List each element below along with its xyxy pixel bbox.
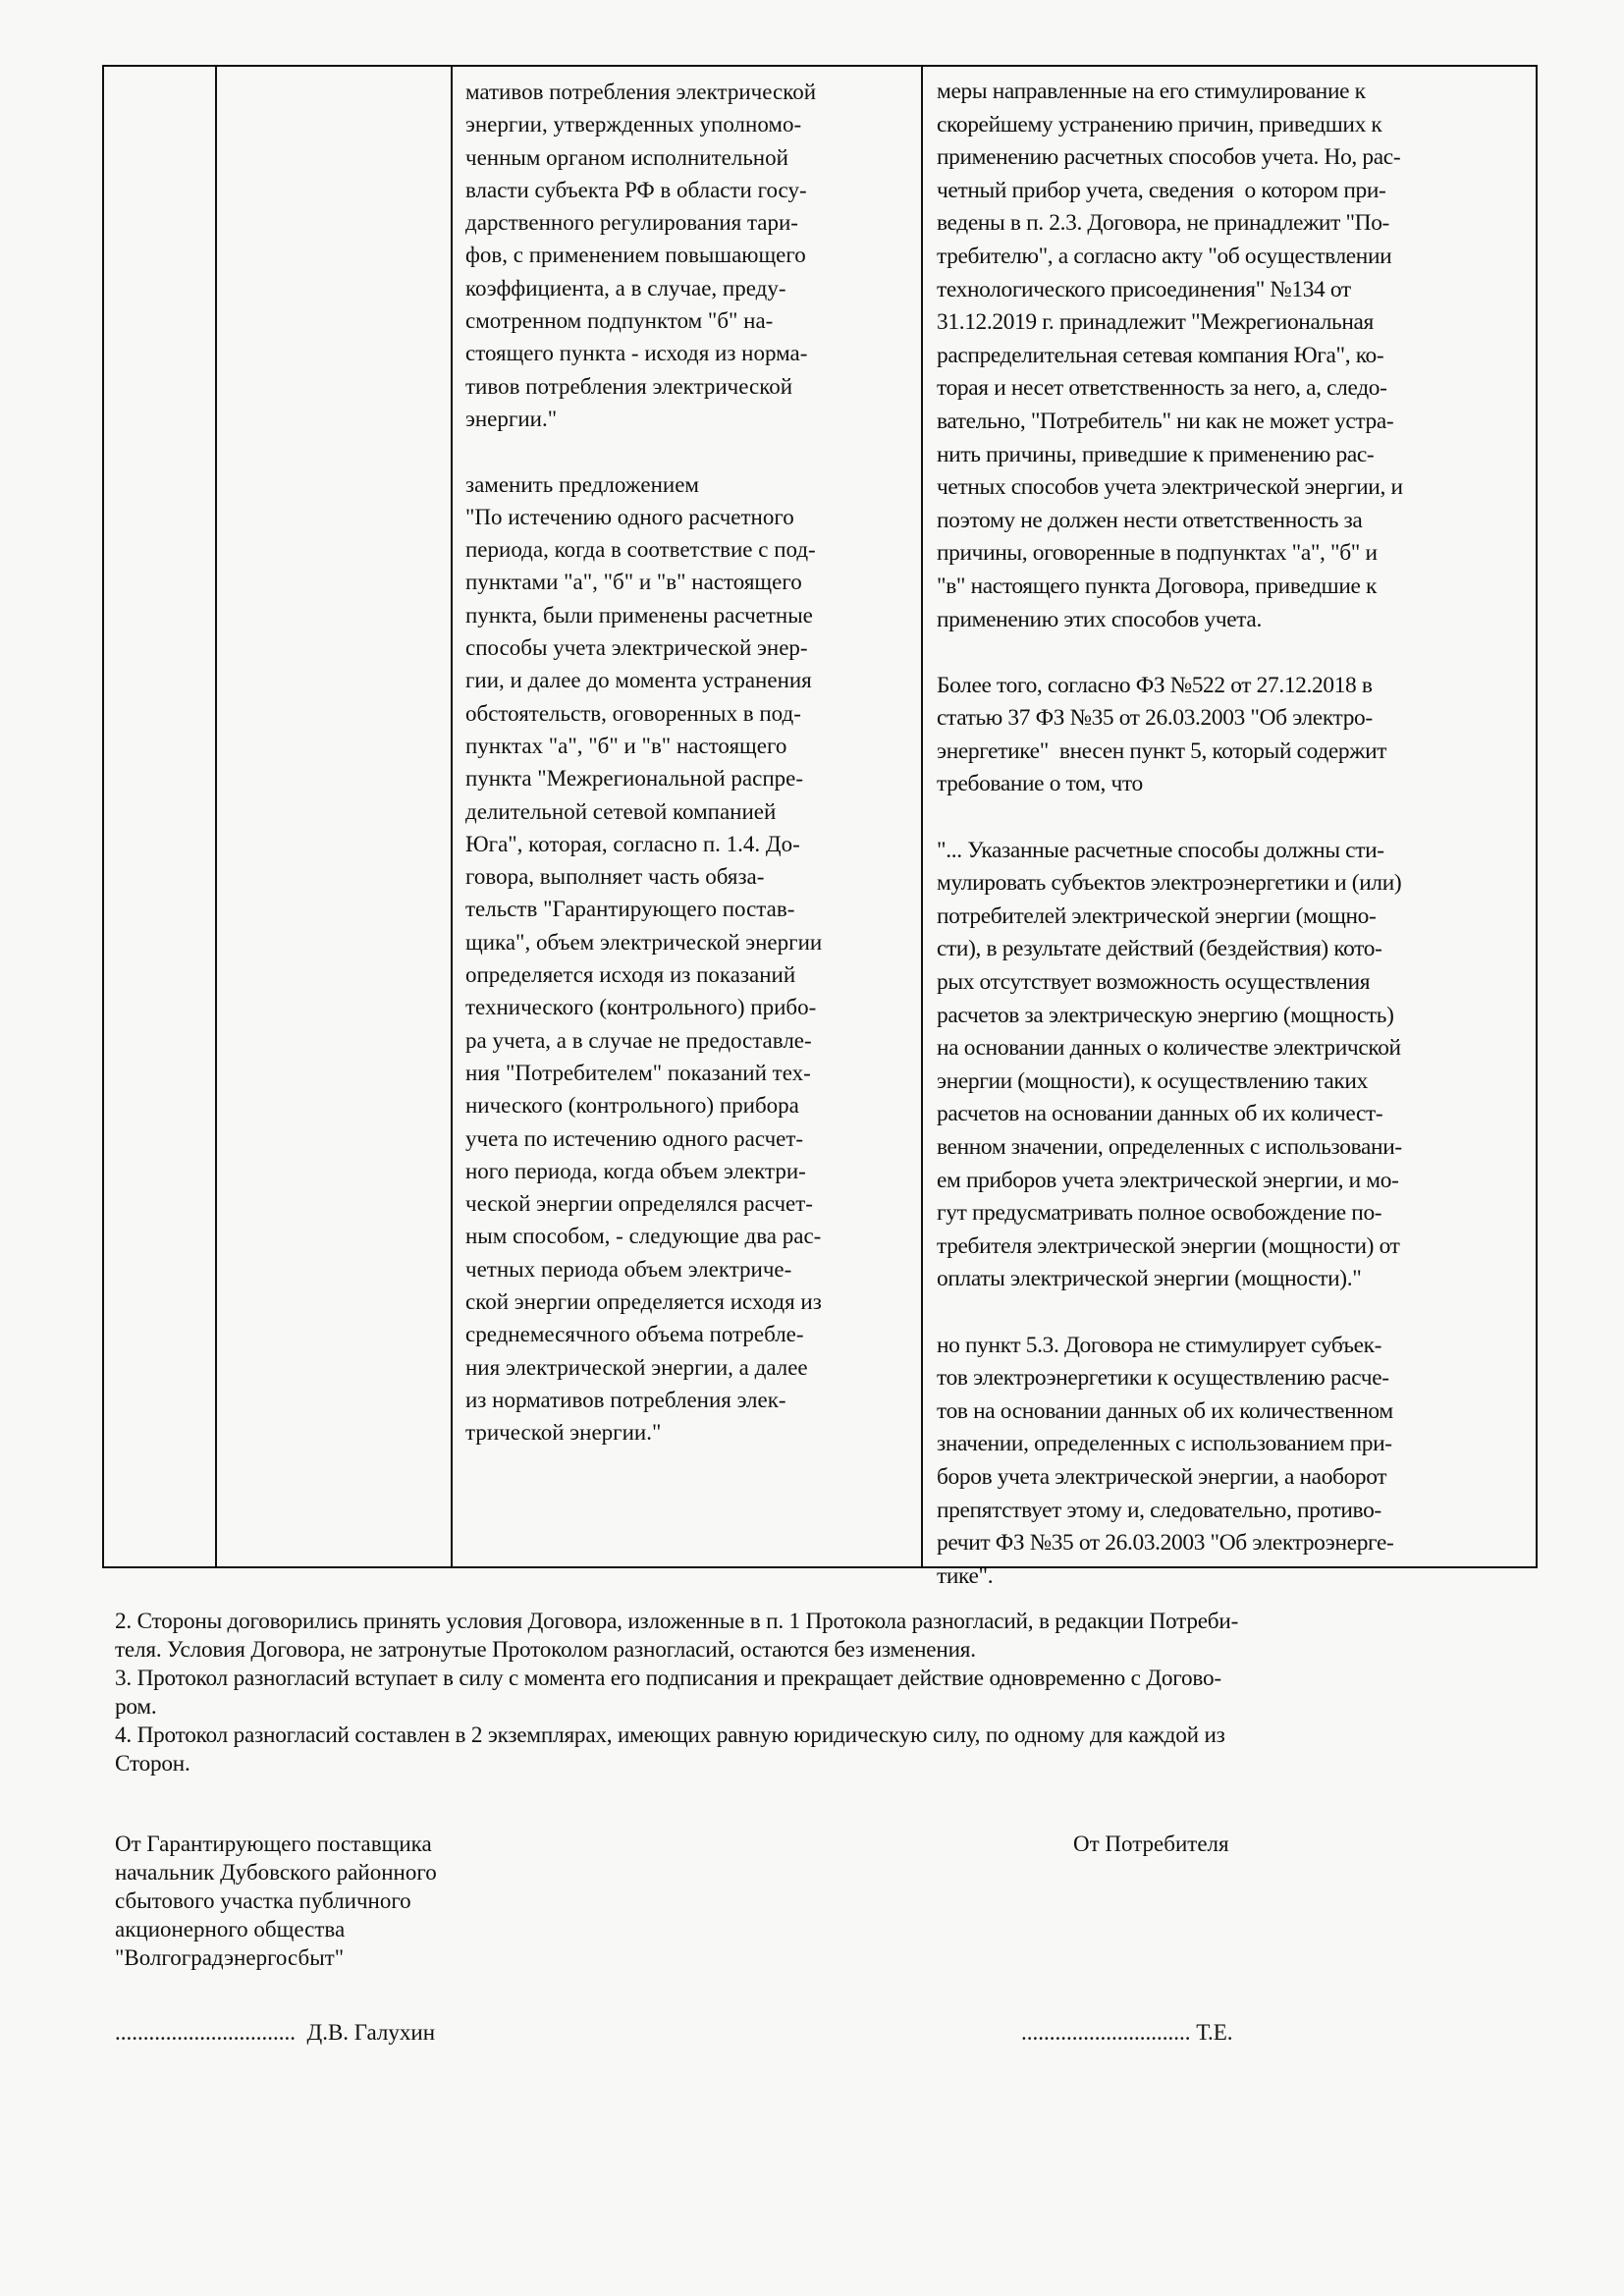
- text-line: расчетов за электрическую энергию (мощность): [937, 1002, 1394, 1028]
- text-line: технического (контрольного) прибо-: [465, 995, 817, 1020]
- disagreement-table: [102, 65, 1538, 1589]
- supplier-signatory-name: Д.В. Галухин: [306, 2020, 436, 2045]
- text-line: четных способов учета электрической энергии, и: [937, 474, 1403, 501]
- text-line: способы учета электрической энер-: [465, 635, 808, 661]
- text-line: теля. Условия Договора, не затронутые Протоколом разногласий, остаются без изменения.: [115, 1637, 976, 1663]
- text-line: поэтому не должен нести ответственность за: [937, 507, 1363, 533]
- text-line: заменить предложением: [465, 471, 699, 497]
- text-line: От Гарантирующего поставщика: [115, 1831, 432, 1856]
- text-line: значении, определенных с использованием при-: [937, 1431, 1392, 1457]
- text-line: акционерного общества: [115, 1917, 346, 1941]
- supplier-signature-line: [115, 2020, 435, 2046]
- text-line: пунктах "а", "б" и "в" настоящего: [465, 733, 787, 758]
- text-line: энергии.": [465, 406, 558, 431]
- text-line: 3. Протокол разногласий вступает в силу с момента его подписания и прекращает действие одновременно с Догово-: [115, 1666, 1221, 1691]
- text-line: нического (контрольного) прибора: [465, 1093, 799, 1119]
- text-line: определяется исходя из показаний: [465, 962, 796, 988]
- text-line: требителя электрической энергии (мощности) от: [937, 1232, 1400, 1259]
- blank-line: [937, 1296, 1526, 1330]
- text-line: Более того, согласно ФЗ №522 от 27.12.2018 в: [937, 672, 1373, 698]
- table-cell-proposed-wording: [465, 67, 917, 1566]
- text-line: распределительная сетевая компания Юга", ко-: [937, 342, 1384, 368]
- text-line: ного периода, когда объем электри-: [465, 1158, 806, 1183]
- text-line: пункта, были применены расчетные: [465, 602, 813, 628]
- table-cell-number: [104, 67, 215, 1566]
- text-line: расчетов на основании данных об их количест-: [937, 1101, 1383, 1127]
- text-line: учета по истечению одного расчет-: [465, 1125, 804, 1151]
- text-line: применению расчетных способов учета. Но, рас-: [937, 144, 1401, 171]
- text-line: пунктами "а", "б" и "в" настоящего: [465, 570, 802, 595]
- text-line: пункта "Межрегиональной распре-: [465, 766, 804, 792]
- text-line: сти), в результате действий (бездействия) кото-: [937, 936, 1382, 962]
- text-line: мативов потребления электрической: [465, 80, 817, 104]
- text-line: власти субъекта РФ в области госу-: [465, 177, 807, 202]
- text-line: требование о том, что: [937, 771, 1143, 797]
- text-line: гут предусматривать полное освобождение по-: [937, 1200, 1382, 1227]
- text-line: ра учета, а в случае не предоставле-: [465, 1027, 812, 1053]
- text-line: меры направленные на его стимулирование к: [937, 79, 1366, 104]
- text-line: ния "Потребителем" показаний тех-: [465, 1060, 811, 1085]
- text-line: гии, и далее до момента устранения: [465, 668, 812, 693]
- text-line: мулировать субъектов электроэнергетики и (или): [937, 870, 1402, 897]
- text-line: торая и несет ответственность за него, а, следо-: [937, 375, 1387, 402]
- text-line: тивов потребления электрической: [465, 373, 793, 399]
- text-line: причины, оговоренные в подпунктах "а", "б" и: [937, 540, 1378, 567]
- text-line: на основании данных о количестве электричской: [937, 1035, 1401, 1062]
- text-line: энергетике" внесен пункт 5, который содержит: [937, 738, 1387, 764]
- text-line: среднемесячного объема потребле-: [465, 1322, 804, 1347]
- text-line: энергии, утвержденных уполномо-: [465, 112, 802, 137]
- consumer-heading: От Потребителя: [1073, 1831, 1229, 1856]
- text-line: сбытового участка публичного: [115, 1888, 411, 1913]
- text-line: применению этих способов учета.: [937, 606, 1262, 632]
- text-line: ем приборов учета электрической энергии, и мо-: [937, 1167, 1399, 1193]
- text-line: щика", объем электрической энергии: [465, 929, 823, 955]
- text-line: четный прибор учета, сведения о котором при-: [937, 177, 1386, 203]
- text-line: тике".: [937, 1562, 994, 1589]
- closing-clauses: [115, 1608, 1539, 1778]
- text-line: стоящего пункта - исходя из норма-: [465, 341, 808, 366]
- blank-line: [937, 636, 1526, 670]
- text-line: периода, когда в соответствие с под-: [465, 537, 816, 563]
- text-line: энергии (мощности), к осуществлению таких: [937, 1067, 1368, 1094]
- text-line: 4. Протокол разногласий составлен в 2 экземплярах, имеющих равную юридическую силу, по одному для каждой из: [115, 1722, 1225, 1748]
- text-line: нить причины, приведшие к применению рас-: [937, 441, 1375, 467]
- text-line: препятствует этому и, следовательно, противо-: [937, 1497, 1381, 1523]
- text-line: делительной сетевой компанией: [465, 798, 777, 824]
- text-line: рых отсутствует возможность осуществления: [937, 969, 1371, 996]
- text-line: говора, выполняет часть обяза-: [465, 864, 765, 890]
- text-line: дарственного регулирования тари-: [465, 210, 798, 236]
- text-line: смотренном подпунктом "б" на-: [465, 308, 774, 334]
- text-line: венном значении, определенных с использовани-: [937, 1134, 1402, 1160]
- text-line: речит ФЗ №35 от 26.03.2003 "Об электроэнерге-: [937, 1530, 1394, 1557]
- text-line: 2. Стороны договорились принять условия Договора, изложенные в п. 1 Протокола разногласий, в редакции Потреби-: [115, 1609, 1239, 1634]
- consumer-signatory-name: Т.Е.: [1196, 2020, 1233, 2045]
- text-line: ным способом, - следующие два рас-: [465, 1224, 822, 1249]
- supplier-signature-dots: ................................: [115, 2020, 296, 2045]
- text-line: "По истечению одного расчетного: [465, 504, 794, 529]
- table-divider-2: [451, 67, 453, 1566]
- text-line: коэффициента, а в случае, преду-: [465, 275, 786, 301]
- text-line: тов электроэнергетики к осуществлению расче-: [937, 1365, 1389, 1392]
- text-line: но пункт 5.3. Договора не стимулирует субъек-: [937, 1332, 1382, 1358]
- supplier-signature-block: [115, 1830, 437, 1972]
- blank-line: [937, 801, 1526, 835]
- text-line: ром.: [115, 1694, 157, 1720]
- text-line: Юга", которая, согласно п. 1.4. До-: [465, 831, 800, 856]
- text-line: ченным органом исполнительной: [465, 144, 788, 170]
- text-line: вательно, "Потребитель" ни как не может устра-: [937, 408, 1394, 434]
- text-line: фов, с применением повышающего: [465, 243, 806, 268]
- text-line: 31.12.2019 г. принадлежит "Межрегиональная: [937, 309, 1374, 336]
- text-line: скорейшему устранению причин, приведших к: [937, 111, 1382, 137]
- text-line: начальник Дубовского районного: [115, 1860, 437, 1885]
- table-cell-clause: [217, 67, 451, 1566]
- text-line: ческой энергии определялся расчет-: [465, 1191, 813, 1217]
- text-line: боров учета электрической энергии, а наоборот: [937, 1463, 1387, 1490]
- text-line: тельств "Гарантирующего постав-: [465, 897, 795, 922]
- table-cell-justification: [937, 67, 1526, 1589]
- text-line: "... Указанные расчетные способы должны сти-: [937, 837, 1384, 863]
- text-line: технологического присоединения" №134 от: [937, 276, 1351, 302]
- text-line: четных периода объем электриче-: [465, 1256, 792, 1282]
- text-line: Сторон.: [115, 1751, 190, 1777]
- text-line: требителю", а согласно акту "об осуществлении: [937, 243, 1392, 269]
- consumer-signature-line: [1021, 2020, 1233, 2046]
- text-line: тов на основании данных об их количественном: [937, 1397, 1393, 1424]
- text-line: ния электрической энергии, а далее: [465, 1354, 808, 1380]
- text-line: ской энергии определяется исходя из: [465, 1288, 822, 1314]
- text-line: из нормативов потребления элек-: [465, 1387, 786, 1412]
- text-line: обстоятельств, оговоренных в под-: [465, 700, 801, 726]
- text-line: трической энергии.": [465, 1420, 662, 1446]
- text-line: "Волгоградэнергосбыт": [115, 1945, 345, 1970]
- text-line: статью 37 ФЗ №35 от 26.03.2003 "Об электро-: [937, 705, 1373, 732]
- consumer-signature-dots: ..............................: [1021, 2020, 1191, 2045]
- blank-line: [465, 435, 917, 467]
- table-divider-3: [921, 67, 923, 1566]
- text-line: ведены в п. 2.3. Договора, не принадлежит "По-: [937, 210, 1389, 237]
- text-line: оплаты электрической энергии (мощности).": [937, 1266, 1362, 1292]
- text-line: потребителей электрической энергии (мощно-: [937, 902, 1377, 929]
- consumer-signature-block: [1073, 1830, 1229, 1858]
- text-line: "в" настоящего пункта Договора, приведшие к: [937, 573, 1378, 599]
